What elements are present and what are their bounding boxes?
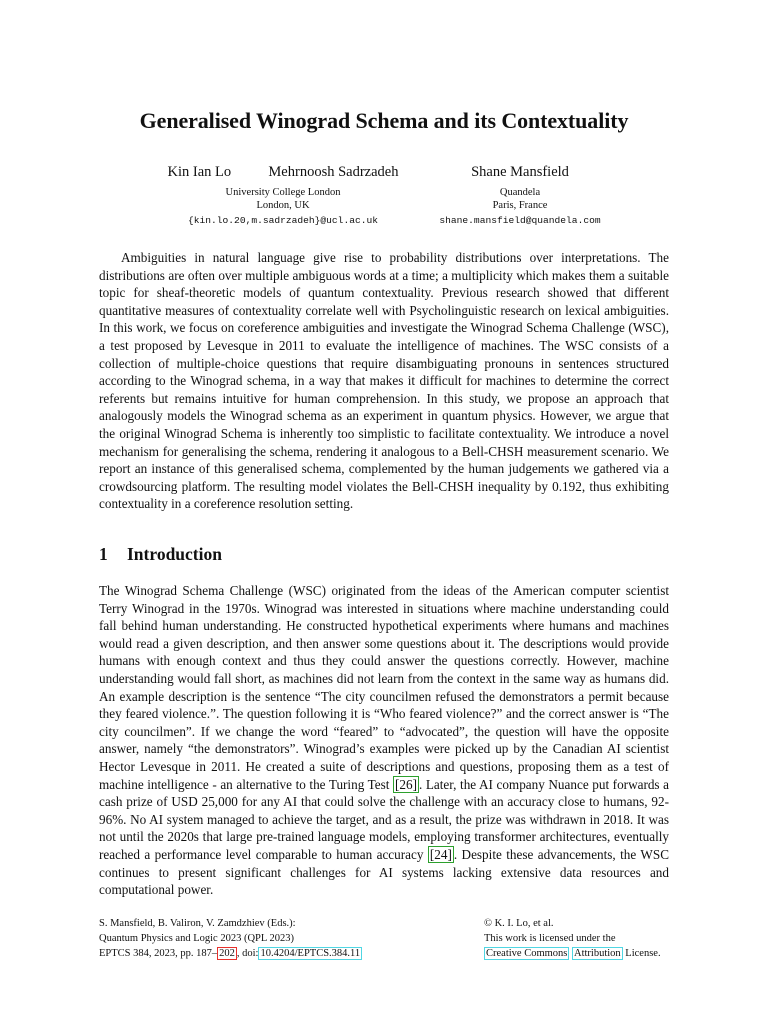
last-page-link[interactable]: 202 — [219, 948, 235, 959]
citation-link[interactable]: [24] — [429, 846, 452, 862]
paper-title: Generalised Winograd Schema and its Contextuality — [139, 108, 629, 133]
author-location: London, UK — [256, 200, 310, 211]
citation-link[interactable]: [26] — [395, 776, 417, 792]
intro-text: . Despite these advancements, the WSC continues to present significant challenges for AI systems lacking extensive data resources and computational power. — [99, 846, 669, 898]
author-names-ucl — [150, 164, 416, 181]
footer-copyright: © K. I. Lo, et al. — [484, 918, 554, 929]
footer-editors: S. Mansfield, B. Valiron, V. Zamdzhiev (Eds.): — [99, 918, 296, 929]
section-number: 1 — [99, 544, 108, 564]
intro-text: . Later, the AI company Nuance put forwards a cash prize of USD 25,000 for any AI that could solve the challenge with an accuracy close to humans, 92-96%. No AI system managed to achieve the target, and as a result, the prize was withdrawn in 2018. It was not until the 2020s that large pre-trained language models, employing transformer architectures, eventually reached a performance level comparable to human accuracy — [99, 776, 669, 862]
footer-series: EPTCS 384, 2023, pp. 187– 202 , doi: 10.4204/EPTCS.384.11 — [99, 948, 361, 959]
author-location: Paris, France — [492, 200, 548, 211]
author-name: Shane Mansfield — [471, 164, 569, 180]
footer-venue: Quantum Physics and Logic 2023 (QPL 2023) — [99, 933, 295, 944]
author-name: Kin Ian Lo — [167, 164, 232, 180]
author-email: {kin.lo.20,m.sadrzadeh}@ucl.ac.uk — [188, 215, 378, 226]
footer-publication-info — [99, 916, 362, 961]
attribution-link[interactable]: Attribution — [574, 948, 621, 959]
author-block-quandela — [420, 164, 620, 226]
footer-license-info — [484, 916, 661, 961]
section-heading — [99, 544, 222, 565]
introduction-paragraph — [99, 582, 669, 899]
abstract: Ambiguities in natural language give rise to probability distributions over interpretations. The distributions are often over multiple ambiguous words at a time; a multiplicity which makes them a suitable topic for sheaf-theoretic models of quantum contextuality. Previous research showed that different quantitative measures of contextuality correlate well with Psycholinguistic research on lexical ambiguities. In this work, we focus on coreference ambiguities and investigate the Winograd Schema Challenge (WSC), a test proposed by Levesque in 2011 to evaluate the intelligence of machines. The WSC consists of a collection of multiple-choice questions that require disambiguating pronouns in sentences structured according to the Winograd schema, in a way that makes it difficult for machines to determine the correct referents but remains intuitive for human comprehension. In this study, we propose an approach that analogously models the Winograd schema as an experiment in quantum physics. However, we argue that the original Winograd Schema is inherently too simplistic to facilitate contextuality. We introduce a novel mechanism for generalising the schema, rendering it analogous to a Bell-CHSH measurement scenario. We report an instance of this generalised schema, complemented by the human judgements we gathered via a crowdsourcing platform. The resulting model violates the Bell-CHSH inequality by 0.192, thus exhibiting contextuality in a coreference resolution setting. — [99, 250, 669, 512]
creative-commons-link[interactable]: Creative Commons — [486, 948, 568, 959]
author-name: Mehrnoosh Sadrzadeh — [268, 164, 399, 180]
author-email: shane.mansfield@quandela.com — [439, 215, 601, 226]
doi-link[interactable]: 10.4204/EPTCS.384.11 — [260, 948, 361, 959]
author-names-quandela — [420, 164, 620, 181]
author-affiliation: University College London — [225, 187, 341, 198]
footer-license-line: This work is licensed under the — [484, 933, 616, 944]
intro-text: The Winograd Schema Challenge (WSC) originated from the ideas of the American computer scientist Terry Winograd in the 1970s. Winograd was interested in situations where machine understanding could fall behind human understanding. He constructed hypothetical experiments where humans and machines would read a given description, and then answer some questions about it. The descriptions would provide humans with enough context and thus they could answer the questions correctly. However, machine understanding would fall short, as machines did not learn from the context in the same way as humans did. An example description is the sentence “The city councilmen refused the demonstrators a permit because they feared violence.”. The question following it is “Who feared violence?” and the correct answer is “The city councilmen”. If we change the word “feared” to “advocated”, the question will have the opposite answer, namely “the demonstrators”. Winograd’s examples were picked up by the Canadian AI scientist Hector Levesque in 2011. He created a suite of descriptions and questions, proposing them as a test of machine intelligence - an alternative to the Turing Test — [99, 583, 669, 792]
author-affiliation: Quandela — [499, 187, 541, 198]
author-block-ucl — [150, 164, 416, 226]
footer-license: Creative Commons Attribution License. — [486, 948, 661, 959]
section-title: Introduction — [127, 544, 222, 564]
